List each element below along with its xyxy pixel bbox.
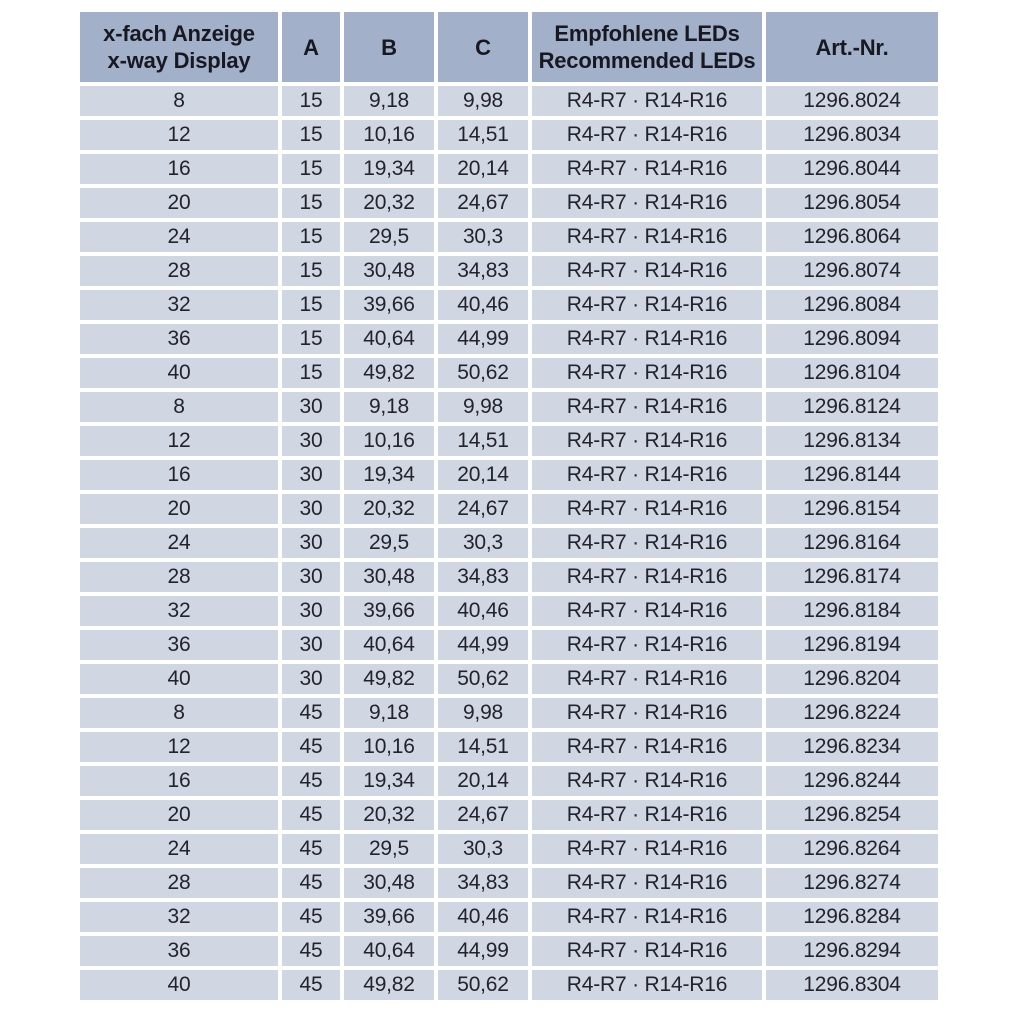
table-row — [80, 902, 938, 932]
cell-b: 29,5 — [344, 528, 434, 558]
table-row — [80, 358, 938, 388]
cell-recommended-leds: R4-R7 · R14-R16 — [532, 256, 762, 286]
cell-x-way-display: 32 — [80, 596, 278, 626]
cell-art-nr: 1296.8304 — [766, 970, 938, 1000]
column-header-art-nr: Art.-Nr. — [766, 12, 938, 82]
cell-b: 19,34 — [344, 154, 434, 184]
cell-art-nr: 1296.8294 — [766, 936, 938, 966]
table-row — [80, 256, 938, 286]
cell-x-way-display: 24 — [80, 528, 278, 558]
cell-c: 40,46 — [438, 290, 528, 320]
table-row — [80, 766, 938, 796]
header-leds-line1: Empfohlene LEDs — [554, 21, 740, 46]
table-row — [80, 86, 938, 116]
table-row — [80, 120, 938, 150]
table-row — [80, 630, 938, 660]
cell-b: 30,48 — [344, 256, 434, 286]
cell-c: 24,67 — [438, 494, 528, 524]
cell-recommended-leds: R4-R7 · R14-R16 — [532, 970, 762, 1000]
table-row — [80, 562, 938, 592]
table-row — [80, 936, 938, 966]
cell-x-way-display: 40 — [80, 664, 278, 694]
cell-b: 10,16 — [344, 426, 434, 456]
cell-recommended-leds: R4-R7 · R14-R16 — [532, 834, 762, 864]
cell-recommended-leds: R4-R7 · R14-R16 — [532, 800, 762, 830]
cell-art-nr: 1296.8204 — [766, 664, 938, 694]
cell-recommended-leds: R4-R7 · R14-R16 — [532, 290, 762, 320]
cell-recommended-leds: R4-R7 · R14-R16 — [532, 460, 762, 490]
column-header-x-way-display — [80, 12, 278, 82]
cell-c: 24,67 — [438, 800, 528, 830]
cell-a: 30 — [282, 528, 340, 558]
cell-art-nr: 1296.8124 — [766, 392, 938, 422]
cell-b: 39,66 — [344, 902, 434, 932]
cell-art-nr: 1296.8154 — [766, 494, 938, 524]
cell-x-way-display: 16 — [80, 766, 278, 796]
cell-recommended-leds: R4-R7 · R14-R16 — [532, 664, 762, 694]
cell-x-way-display: 28 — [80, 868, 278, 898]
table-row — [80, 528, 938, 558]
cell-x-way-display: 12 — [80, 120, 278, 150]
cell-c: 20,14 — [438, 154, 528, 184]
cell-a: 30 — [282, 494, 340, 524]
cell-c: 9,98 — [438, 86, 528, 116]
cell-x-way-display: 36 — [80, 630, 278, 660]
cell-x-way-display: 20 — [80, 494, 278, 524]
table-row — [80, 970, 938, 1000]
header-x-line1: x-fach Anzeige — [103, 21, 255, 46]
cell-x-way-display: 16 — [80, 460, 278, 490]
cell-c: 50,62 — [438, 664, 528, 694]
cell-art-nr: 1296.8134 — [766, 426, 938, 456]
cell-c: 9,98 — [438, 698, 528, 728]
product-table — [76, 8, 942, 1004]
cell-b: 20,32 — [344, 800, 434, 830]
cell-art-nr: 1296.8144 — [766, 460, 938, 490]
cell-b: 39,66 — [344, 596, 434, 626]
cell-art-nr: 1296.8224 — [766, 698, 938, 728]
table-row — [80, 426, 938, 456]
cell-a: 15 — [282, 222, 340, 252]
table-row — [80, 868, 938, 898]
cell-a: 15 — [282, 358, 340, 388]
cell-art-nr: 1296.8184 — [766, 596, 938, 626]
cell-a: 45 — [282, 766, 340, 796]
cell-b: 9,18 — [344, 86, 434, 116]
cell-recommended-leds: R4-R7 · R14-R16 — [532, 426, 762, 456]
table-body — [80, 86, 938, 1000]
cell-b: 40,64 — [344, 324, 434, 354]
cell-recommended-leds: R4-R7 · R14-R16 — [532, 902, 762, 932]
cell-a: 15 — [282, 290, 340, 320]
cell-art-nr: 1296.8264 — [766, 834, 938, 864]
header-leds-line2: Recommended LEDs — [538, 48, 756, 73]
table-row — [80, 324, 938, 354]
cell-c: 40,46 — [438, 596, 528, 626]
table-row — [80, 596, 938, 626]
cell-a: 30 — [282, 562, 340, 592]
cell-b: 49,82 — [344, 970, 434, 1000]
table-row — [80, 460, 938, 490]
cell-a: 30 — [282, 392, 340, 422]
cell-b: 19,34 — [344, 460, 434, 490]
cell-x-way-display: 24 — [80, 222, 278, 252]
cell-art-nr: 1296.8274 — [766, 868, 938, 898]
cell-art-nr: 1296.8044 — [766, 154, 938, 184]
cell-art-nr: 1296.8174 — [766, 562, 938, 592]
cell-recommended-leds: R4-R7 · R14-R16 — [532, 188, 762, 218]
cell-recommended-leds: R4-R7 · R14-R16 — [532, 868, 762, 898]
cell-x-way-display: 32 — [80, 902, 278, 932]
column-header-c: C — [438, 12, 528, 82]
cell-a: 45 — [282, 732, 340, 762]
cell-art-nr: 1296.8284 — [766, 902, 938, 932]
cell-recommended-leds: R4-R7 · R14-R16 — [532, 698, 762, 728]
cell-x-way-display: 36 — [80, 936, 278, 966]
table-row — [80, 188, 938, 218]
catalog-table-container — [76, 8, 942, 1004]
cell-recommended-leds: R4-R7 · R14-R16 — [532, 630, 762, 660]
table-row — [80, 800, 938, 830]
cell-recommended-leds: R4-R7 · R14-R16 — [532, 936, 762, 966]
cell-c: 20,14 — [438, 766, 528, 796]
table-row — [80, 698, 938, 728]
table-row — [80, 290, 938, 320]
cell-x-way-display: 20 — [80, 188, 278, 218]
cell-c: 50,62 — [438, 970, 528, 1000]
cell-c: 30,3 — [438, 528, 528, 558]
cell-recommended-leds: R4-R7 · R14-R16 — [532, 494, 762, 524]
table-header — [80, 12, 938, 82]
cell-c: 30,3 — [438, 222, 528, 252]
cell-c: 44,99 — [438, 630, 528, 660]
column-header-b: B — [344, 12, 434, 82]
cell-b: 10,16 — [344, 120, 434, 150]
cell-x-way-display: 40 — [80, 358, 278, 388]
cell-c: 34,83 — [438, 562, 528, 592]
cell-x-way-display: 28 — [80, 256, 278, 286]
header-row — [80, 12, 938, 82]
cell-c: 24,67 — [438, 188, 528, 218]
cell-b: 9,18 — [344, 698, 434, 728]
cell-b: 20,32 — [344, 494, 434, 524]
cell-art-nr: 1296.8064 — [766, 222, 938, 252]
cell-art-nr: 1296.8234 — [766, 732, 938, 762]
cell-recommended-leds: R4-R7 · R14-R16 — [532, 86, 762, 116]
cell-art-nr: 1296.8024 — [766, 86, 938, 116]
cell-recommended-leds: R4-R7 · R14-R16 — [532, 154, 762, 184]
cell-art-nr: 1296.8074 — [766, 256, 938, 286]
cell-recommended-leds: R4-R7 · R14-R16 — [532, 732, 762, 762]
table-row — [80, 154, 938, 184]
cell-recommended-leds: R4-R7 · R14-R16 — [532, 324, 762, 354]
cell-x-way-display: 28 — [80, 562, 278, 592]
cell-recommended-leds: R4-R7 · R14-R16 — [532, 596, 762, 626]
table-row — [80, 494, 938, 524]
cell-b: 9,18 — [344, 392, 434, 422]
cell-b: 30,48 — [344, 868, 434, 898]
cell-c: 34,83 — [438, 868, 528, 898]
cell-recommended-leds: R4-R7 · R14-R16 — [532, 358, 762, 388]
cell-recommended-leds: R4-R7 · R14-R16 — [532, 528, 762, 558]
cell-x-way-display: 8 — [80, 698, 278, 728]
cell-b: 40,64 — [344, 630, 434, 660]
cell-a: 30 — [282, 664, 340, 694]
cell-art-nr: 1296.8244 — [766, 766, 938, 796]
cell-art-nr: 1296.8034 — [766, 120, 938, 150]
cell-a: 15 — [282, 256, 340, 286]
cell-c: 14,51 — [438, 120, 528, 150]
cell-a: 45 — [282, 868, 340, 898]
cell-a: 30 — [282, 596, 340, 626]
cell-art-nr: 1296.8094 — [766, 324, 938, 354]
cell-x-way-display: 32 — [80, 290, 278, 320]
column-header-a: A — [282, 12, 340, 82]
header-x-line2: x-way Display — [107, 48, 251, 73]
cell-art-nr: 1296.8194 — [766, 630, 938, 660]
cell-a: 15 — [282, 324, 340, 354]
cell-a: 45 — [282, 970, 340, 1000]
cell-a: 45 — [282, 902, 340, 932]
cell-x-way-display: 24 — [80, 834, 278, 864]
cell-a: 15 — [282, 188, 340, 218]
cell-a: 45 — [282, 936, 340, 966]
table-row — [80, 664, 938, 694]
cell-b: 39,66 — [344, 290, 434, 320]
cell-c: 9,98 — [438, 392, 528, 422]
cell-a: 15 — [282, 120, 340, 150]
cell-a: 15 — [282, 154, 340, 184]
cell-recommended-leds: R4-R7 · R14-R16 — [532, 392, 762, 422]
cell-x-way-display: 16 — [80, 154, 278, 184]
cell-recommended-leds: R4-R7 · R14-R16 — [532, 222, 762, 252]
table-row — [80, 834, 938, 864]
cell-b: 49,82 — [344, 664, 434, 694]
cell-a: 15 — [282, 86, 340, 116]
cell-b: 30,48 — [344, 562, 434, 592]
cell-x-way-display: 40 — [80, 970, 278, 1000]
cell-b: 49,82 — [344, 358, 434, 388]
cell-c: 20,14 — [438, 460, 528, 490]
cell-b: 29,5 — [344, 834, 434, 864]
cell-a: 30 — [282, 460, 340, 490]
cell-recommended-leds: R4-R7 · R14-R16 — [532, 562, 762, 592]
cell-c: 34,83 — [438, 256, 528, 286]
cell-recommended-leds: R4-R7 · R14-R16 — [532, 766, 762, 796]
table-row — [80, 392, 938, 422]
cell-b: 29,5 — [344, 222, 434, 252]
table-row — [80, 222, 938, 252]
cell-c: 44,99 — [438, 324, 528, 354]
column-header-recommended-leds — [532, 12, 762, 82]
cell-c: 30,3 — [438, 834, 528, 864]
cell-b: 40,64 — [344, 936, 434, 966]
cell-art-nr: 1296.8104 — [766, 358, 938, 388]
cell-x-way-display: 8 — [80, 86, 278, 116]
cell-c: 44,99 — [438, 936, 528, 966]
cell-recommended-leds: R4-R7 · R14-R16 — [532, 120, 762, 150]
cell-a: 45 — [282, 698, 340, 728]
cell-a: 30 — [282, 630, 340, 660]
cell-a: 45 — [282, 834, 340, 864]
cell-c: 14,51 — [438, 426, 528, 456]
cell-a: 45 — [282, 800, 340, 830]
cell-b: 19,34 — [344, 766, 434, 796]
cell-c: 14,51 — [438, 732, 528, 762]
cell-art-nr: 1296.8054 — [766, 188, 938, 218]
cell-art-nr: 1296.8084 — [766, 290, 938, 320]
cell-x-way-display: 12 — [80, 732, 278, 762]
cell-x-way-display: 36 — [80, 324, 278, 354]
cell-b: 10,16 — [344, 732, 434, 762]
cell-art-nr: 1296.8164 — [766, 528, 938, 558]
table-row — [80, 732, 938, 762]
cell-a: 30 — [282, 426, 340, 456]
cell-x-way-display: 20 — [80, 800, 278, 830]
cell-x-way-display: 12 — [80, 426, 278, 456]
cell-b: 20,32 — [344, 188, 434, 218]
cell-x-way-display: 8 — [80, 392, 278, 422]
cell-c: 40,46 — [438, 902, 528, 932]
cell-art-nr: 1296.8254 — [766, 800, 938, 830]
cell-c: 50,62 — [438, 358, 528, 388]
